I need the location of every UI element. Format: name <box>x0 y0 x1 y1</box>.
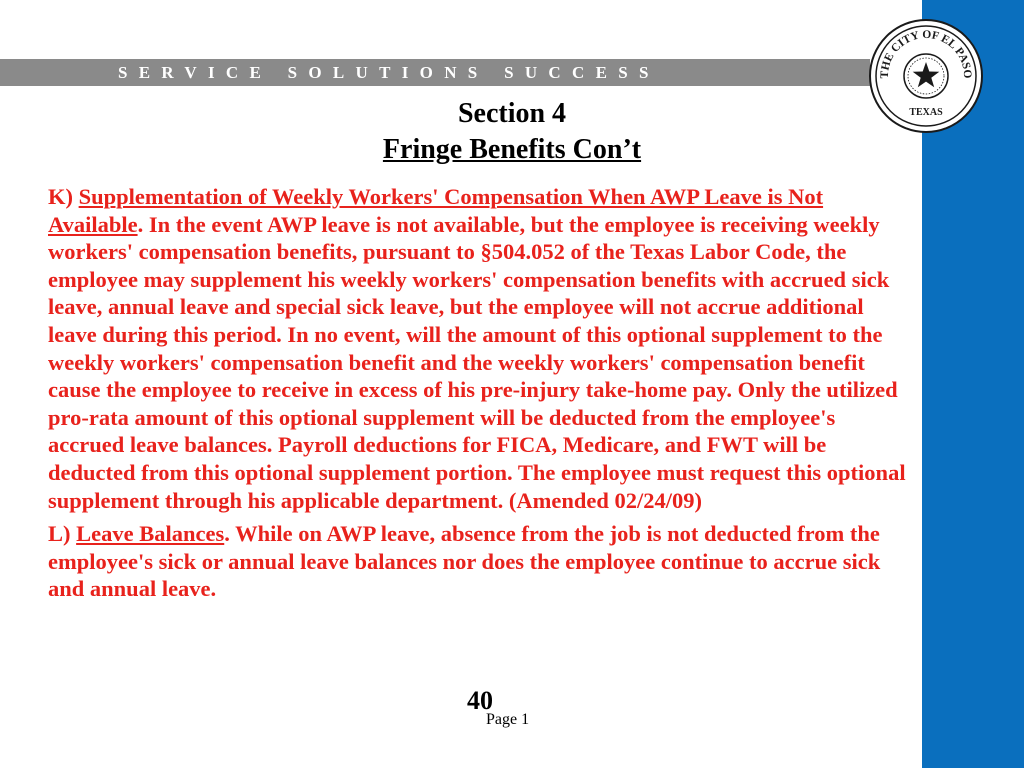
paragraph-l-marker: L) <box>48 521 71 547</box>
section-title: Section 4 <box>457 98 567 129</box>
header-tagline: SERVICE SOLUTIONS SUCCESS <box>118 63 660 82</box>
paragraph-k-marker: K) <box>48 184 73 209</box>
body-text <box>48 183 914 609</box>
paragraph-k-text: . In the event AWP leave is not available, but the employee is receiving weekly workers' compensation benefits, pursuant to §504.052 of the Texas Labor Code, the employee may supplement his weekly workers' compensation benefits with accrued sick leave, annual leave and special sick leave, but the employee will not accrue additional leave during this period. In no event, will the amount of this optional supplement to the weekly workers' compensation benefit and the weekly workers' compensation benefit cause the employee to receive in excess of his pre-injury take-home pay. Only the utilized pro-rata amount of this optional supplement will be deducted from the employee's accrued leave balances. Payroll deductions for FICA, Medicare, and FWT will be deducted from this optional supplement portion. The employee must request this optional supplement through his applicable department. (Amended 02/24/09) <box>48 211 906 513</box>
slide-number: 40 <box>467 686 493 715</box>
section-subtitle: Fringe Benefits Con’t <box>382 134 642 165</box>
paragraph-l-text: . While on AWP leave, absence from the job is not deducted from the employee's sick or annual leave balances nor does the employee continue to accrue sick and annual leave. <box>48 521 881 602</box>
paragraph-l <box>48 520 914 603</box>
paragraph-k <box>48 183 914 514</box>
seal-bottom-text: TEXAS <box>909 107 943 118</box>
page-label: Page 1 <box>486 711 530 728</box>
paragraph-l-heading: Leave Balances <box>76 521 225 547</box>
paragraph-k-heading: Supplementation of Weekly Workers' Compensation When AWP Leave is Not Available <box>48 184 824 237</box>
seal-top-text: THE CITY OF EL PASO <box>878 28 974 79</box>
title-block <box>0 96 1024 168</box>
